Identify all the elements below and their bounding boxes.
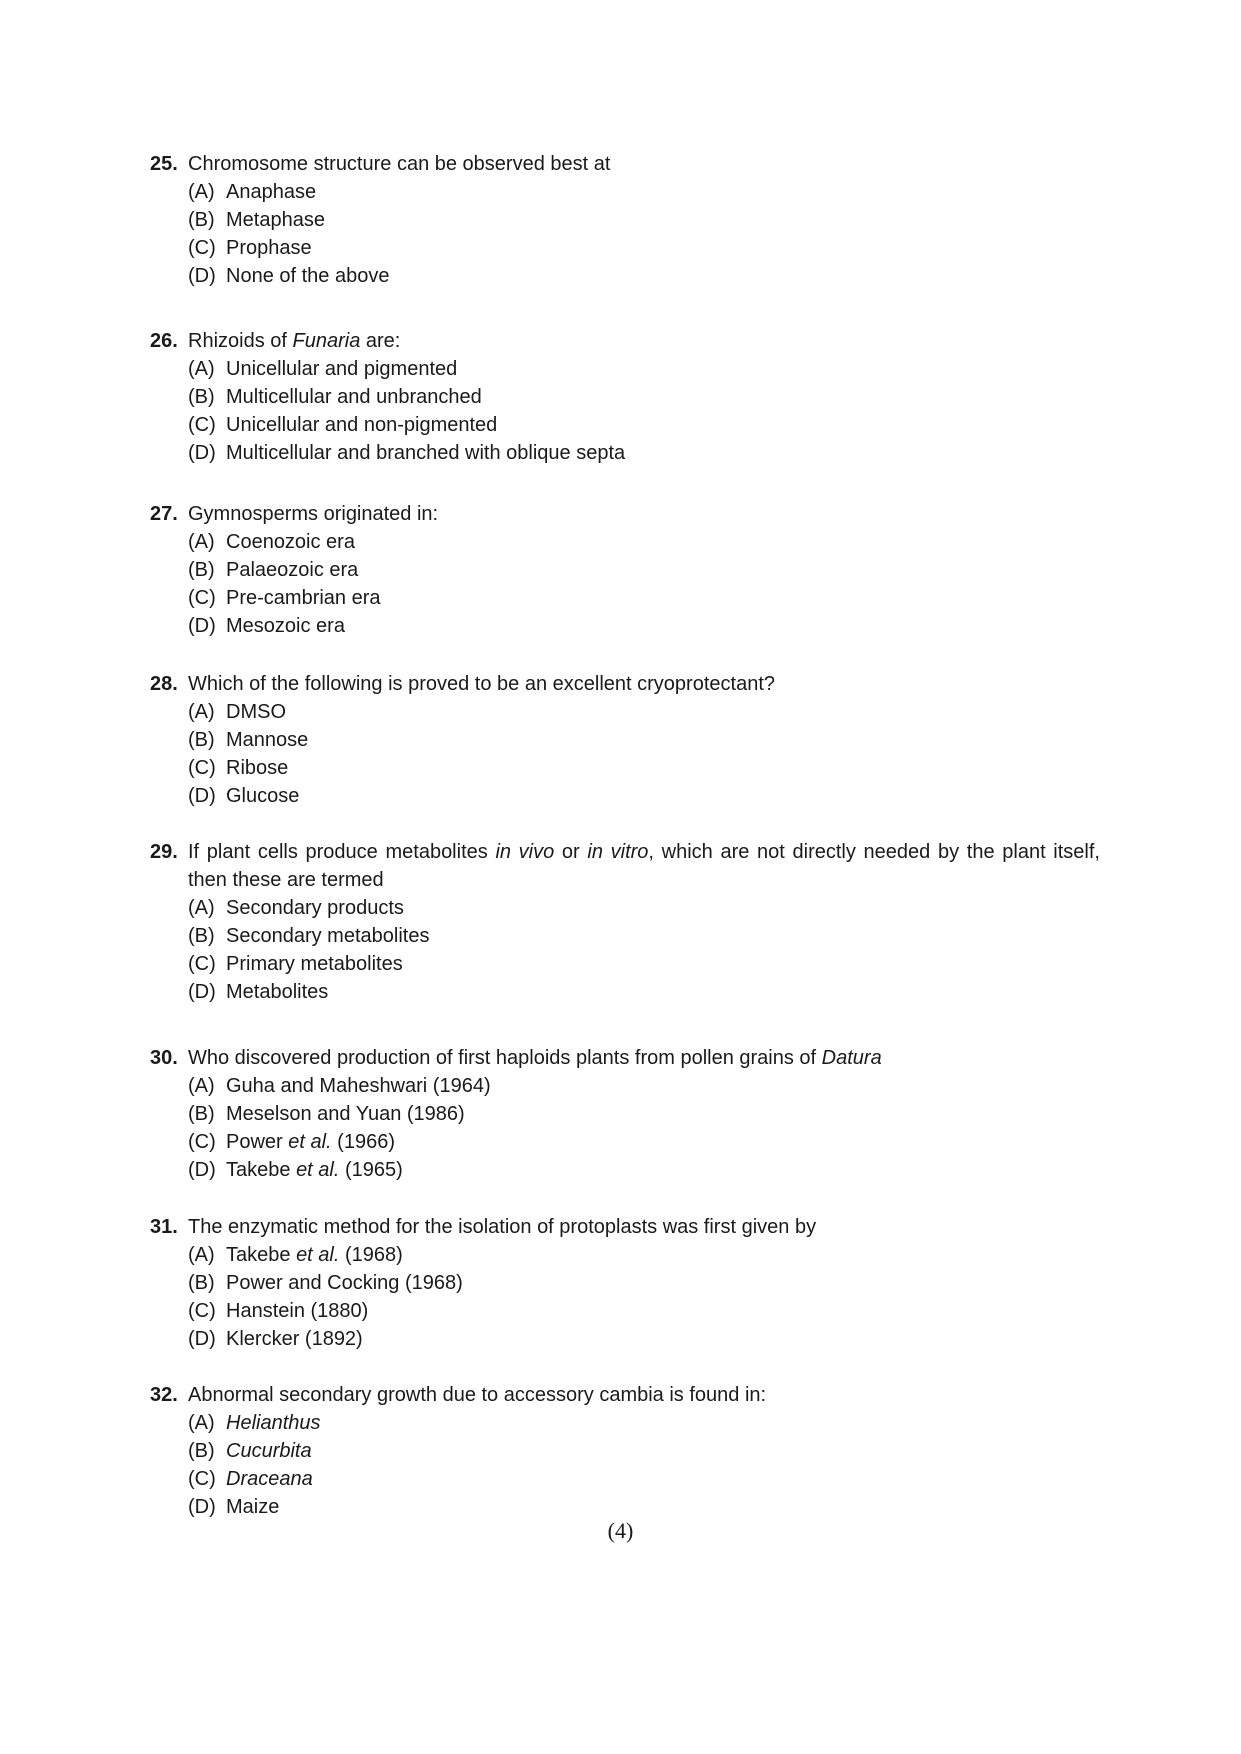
- answer-option: [150, 1100, 1100, 1128]
- answer-option: [150, 698, 1100, 726]
- text-run: Unicellular and non-pigmented: [226, 414, 498, 436]
- option-text: [226, 414, 497, 436]
- option-letter: (B): [188, 386, 215, 408]
- option-letter: (B): [188, 1272, 215, 1294]
- answer-option: [150, 1297, 1100, 1325]
- answer-options: [150, 894, 1100, 1006]
- option-text: [226, 237, 312, 259]
- option-text: [226, 1300, 368, 1322]
- option-text: [226, 729, 308, 751]
- text-run: Secondary products: [226, 897, 404, 919]
- text-run: , which are not directly needed by the plant itself, then these are termed: [188, 841, 1100, 891]
- text-run: Metaphase: [226, 209, 325, 231]
- answer-options: [150, 178, 1100, 290]
- text-run: (1965): [339, 1159, 403, 1181]
- option-letter: (C): [188, 587, 216, 609]
- text-run: Secondary metabolites: [226, 925, 430, 947]
- answer-option: [150, 383, 1100, 411]
- answer-option: [150, 528, 1100, 556]
- option-letter: (D): [188, 1496, 216, 1518]
- option-letter: (B): [188, 1103, 215, 1125]
- option-letter: (B): [188, 925, 215, 947]
- option-letter: (D): [188, 785, 216, 807]
- option-text: [226, 587, 381, 609]
- option-letter: (C): [188, 1468, 216, 1490]
- question-text: [188, 673, 775, 695]
- answer-option: [150, 726, 1100, 754]
- question-stem: [150, 500, 1100, 528]
- option-text: [226, 1244, 403, 1266]
- question-29: [150, 838, 1100, 1006]
- answer-options: [150, 355, 1100, 467]
- answer-option: [150, 1156, 1100, 1184]
- question-number: 32.: [150, 1384, 178, 1406]
- option-text: [226, 181, 316, 203]
- question-26: [150, 327, 1100, 467]
- option-text: [226, 531, 355, 553]
- question-number: 26.: [150, 330, 178, 352]
- question-text: [188, 153, 610, 175]
- text-run: Which of the following is proved to be an excellent cryoprotectant?: [188, 673, 775, 695]
- text-run: Klercker (1892): [226, 1328, 363, 1350]
- answer-option: [150, 1128, 1100, 1156]
- option-text: [226, 265, 389, 287]
- text-run: None of the above: [226, 265, 390, 287]
- option-text: [226, 1496, 279, 1518]
- question-text: [188, 1384, 766, 1406]
- italic-text: Helianthus: [226, 1412, 321, 1434]
- option-letter: (C): [188, 953, 216, 975]
- answer-options: [150, 1409, 1100, 1521]
- answer-option: [150, 754, 1100, 782]
- option-text: [226, 1440, 312, 1462]
- option-letter: (C): [188, 237, 216, 259]
- question-number: 29.: [150, 841, 178, 863]
- option-text: [226, 1159, 403, 1181]
- option-text: [226, 442, 625, 464]
- answer-option: [150, 1241, 1100, 1269]
- option-letter: (A): [188, 1075, 215, 1097]
- italic-text: Cucurbita: [226, 1440, 312, 1462]
- option-text: [226, 1075, 491, 1097]
- page-number: (4): [607, 1518, 634, 1543]
- option-letter: (D): [188, 1159, 216, 1181]
- italic-text: in vitro: [587, 841, 649, 863]
- option-letter: (A): [188, 531, 215, 553]
- italic-text: et al.: [296, 1159, 340, 1181]
- option-letter: (A): [188, 1412, 215, 1434]
- option-letter: (C): [188, 414, 216, 436]
- question-number: 31.: [150, 1216, 178, 1238]
- text-run: Guha and Maheshwari (1964): [226, 1075, 491, 1097]
- text-run: Pre-cambrian era: [226, 587, 381, 609]
- question-text: [188, 1216, 816, 1238]
- italic-text: Datura: [821, 1047, 882, 1069]
- answer-option: [150, 262, 1100, 290]
- option-text: [226, 1103, 465, 1125]
- option-letter: (D): [188, 265, 216, 287]
- answer-option: [150, 206, 1100, 234]
- text-run: Abnormal secondary growth due to accessory cambia is found in:: [188, 1384, 767, 1406]
- question-31: [150, 1213, 1100, 1353]
- question-stem: [150, 838, 1100, 894]
- question-stem: [150, 1381, 1100, 1409]
- question-text: [188, 503, 438, 525]
- option-text: [226, 1468, 313, 1490]
- italic-text: in vivo: [495, 841, 555, 863]
- answer-option: [150, 782, 1100, 810]
- option-letter: (B): [188, 729, 215, 751]
- question-25: [150, 150, 1100, 290]
- question-stem: [150, 670, 1100, 698]
- text-run: Multicellular and unbranched: [226, 386, 482, 408]
- option-letter: (B): [188, 209, 215, 231]
- text-run: (1968): [339, 1244, 403, 1266]
- option-text: [226, 953, 403, 975]
- text-run: Mannose: [226, 729, 309, 751]
- text-run: If plant cells produce metabolites: [188, 841, 496, 863]
- option-letter: (D): [188, 442, 216, 464]
- answer-option: [150, 1269, 1100, 1297]
- text-run: Takebe: [226, 1244, 297, 1266]
- text-run: Multicellular and branched with oblique septa: [226, 442, 626, 464]
- option-letter: (D): [188, 615, 216, 637]
- question-number: 25.: [150, 153, 178, 175]
- answer-option: [150, 978, 1100, 1006]
- option-text: [226, 1272, 463, 1294]
- answer-option: [150, 612, 1100, 640]
- text-run: are:: [360, 330, 401, 352]
- option-letter: (A): [188, 897, 215, 919]
- text-run: Palaeozoic era: [226, 559, 359, 581]
- text-run: Anaphase: [226, 181, 317, 203]
- italic-text: et al.: [288, 1131, 332, 1153]
- answer-option: [150, 584, 1100, 612]
- text-run: Chromosome structure can be observed best at: [188, 153, 611, 175]
- text-run: Primary metabolites: [226, 953, 403, 975]
- answer-option: [150, 950, 1100, 978]
- answer-options: [150, 528, 1100, 640]
- option-text: [226, 1131, 395, 1153]
- question-stem: [150, 327, 1100, 355]
- text-run: DMSO: [226, 701, 286, 723]
- text-run: Power: [226, 1131, 289, 1153]
- text-run: Maize: [226, 1496, 280, 1518]
- answer-option: [150, 234, 1100, 262]
- text-run: (1966): [331, 1131, 395, 1153]
- answer-option: [150, 178, 1100, 206]
- italic-text: Draceana: [226, 1468, 313, 1490]
- question-28: [150, 670, 1100, 810]
- option-letter: (D): [188, 1328, 216, 1350]
- text-run: or: [554, 841, 588, 863]
- option-letter: (A): [188, 701, 215, 723]
- answer-option: [150, 355, 1100, 383]
- text-run: Unicellular and pigmented: [226, 358, 458, 380]
- question-stem: [150, 1213, 1100, 1241]
- question-27: [150, 500, 1100, 640]
- answer-options: [150, 1241, 1100, 1353]
- answer-option: [150, 556, 1100, 584]
- answer-option: [150, 439, 1100, 467]
- text-run: Who discovered production of first haploids plants from pollen grains of: [188, 1047, 822, 1069]
- text-run: Rhizoids of: [188, 330, 293, 352]
- option-text: [226, 925, 429, 947]
- option-letter: (C): [188, 757, 216, 779]
- answer-option: [150, 1493, 1100, 1521]
- option-text: [226, 1328, 363, 1350]
- text-run: Mesozoic era: [226, 615, 345, 637]
- answer-option: [150, 1465, 1100, 1493]
- question-number: 30.: [150, 1047, 178, 1069]
- answer-option: [150, 1437, 1100, 1465]
- option-letter: (D): [188, 981, 216, 1003]
- text-run: Hanstein (1880): [226, 1300, 369, 1322]
- answer-option: [150, 1409, 1100, 1437]
- option-letter: (C): [188, 1300, 216, 1322]
- text-run: Glucose: [226, 785, 300, 807]
- option-text: [226, 386, 482, 408]
- option-text: [226, 785, 299, 807]
- text-run: Power and Cocking (1968): [226, 1272, 463, 1294]
- question-stem: [150, 1044, 1100, 1072]
- question-30: [150, 1044, 1100, 1184]
- answer-option: [150, 894, 1100, 922]
- text-run: Meselson and Yuan (1986): [226, 1103, 465, 1125]
- text-run: Metabolites: [226, 981, 329, 1003]
- answer-option: [150, 1325, 1100, 1353]
- option-letter: (A): [188, 181, 215, 203]
- option-letter: (B): [188, 559, 215, 581]
- option-text: [226, 981, 328, 1003]
- question-text: [188, 1047, 882, 1069]
- question-stem: [150, 150, 1100, 178]
- answer-options: [150, 1072, 1100, 1184]
- option-text: [226, 897, 404, 919]
- option-letter: (B): [188, 1440, 215, 1462]
- text-run: Ribose: [226, 757, 289, 779]
- option-text: [226, 559, 358, 581]
- answer-option: [150, 922, 1100, 950]
- italic-text: Funaria: [292, 330, 361, 352]
- option-text: [226, 615, 345, 637]
- option-text: [226, 358, 457, 380]
- question-text: [188, 841, 1100, 891]
- option-letter: (C): [188, 1131, 216, 1153]
- option-letter: (A): [188, 358, 215, 380]
- question-number: 27.: [150, 503, 178, 525]
- text-run: Prophase: [226, 237, 312, 259]
- question-32: [150, 1381, 1100, 1521]
- italic-text: et al.: [296, 1244, 340, 1266]
- answer-options: [150, 698, 1100, 810]
- option-text: [226, 1412, 321, 1434]
- option-text: [226, 209, 325, 231]
- text-run: Gymnosperms originated in:: [188, 503, 439, 525]
- option-text: [226, 757, 288, 779]
- option-letter: (A): [188, 1244, 215, 1266]
- option-text: [226, 701, 286, 723]
- question-number: 28.: [150, 673, 178, 695]
- question-text: [188, 330, 400, 352]
- text-run: Takebe: [226, 1159, 297, 1181]
- answer-option: [150, 411, 1100, 439]
- answer-option: [150, 1072, 1100, 1100]
- text-run: Coenozoic era: [226, 531, 355, 553]
- text-run: The enzymatic method for the isolation of protoplasts was first given by: [188, 1216, 817, 1238]
